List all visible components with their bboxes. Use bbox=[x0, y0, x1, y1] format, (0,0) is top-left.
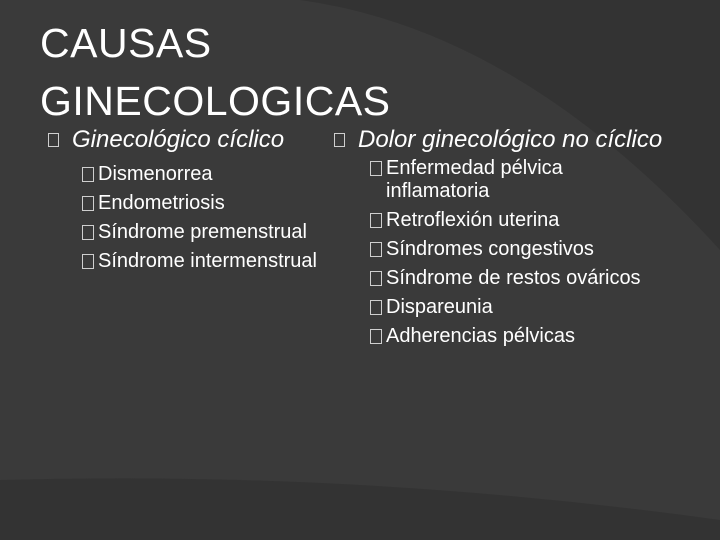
square-bullet-icon bbox=[82, 254, 94, 269]
list-item: Adherencias pélvicas bbox=[370, 325, 670, 348]
title-line-1: CAUSAS bbox=[40, 20, 212, 66]
square-bullet-icon bbox=[334, 133, 345, 147]
square-bullet-icon bbox=[82, 167, 94, 182]
list-item: Síndromes congestivos bbox=[370, 238, 670, 261]
square-bullet-icon bbox=[48, 133, 59, 147]
slide-title bbox=[40, 14, 680, 130]
title-line-2: GINECOLOGICAS bbox=[40, 78, 391, 124]
square-bullet-icon bbox=[370, 242, 382, 257]
right-column-heading bbox=[334, 126, 714, 153]
right-item-list bbox=[370, 157, 670, 348]
list-item: Retroflexión uterina bbox=[370, 209, 670, 232]
left-item-list bbox=[82, 163, 332, 273]
right-heading-text: Dolor ginecológico no cíclico bbox=[358, 126, 663, 153]
square-bullet-icon bbox=[82, 225, 94, 240]
list-item: Endometriosis bbox=[82, 192, 332, 215]
left-column-heading bbox=[48, 126, 338, 153]
square-bullet-icon bbox=[370, 213, 382, 228]
list-item: Síndrome premenstrual bbox=[82, 221, 332, 244]
square-bullet-icon bbox=[370, 329, 382, 344]
list-item: Síndrome de restos ováricos bbox=[370, 267, 670, 290]
square-bullet-icon bbox=[370, 161, 382, 176]
square-bullet-icon bbox=[370, 271, 382, 286]
square-bullet-icon bbox=[370, 300, 382, 315]
left-column bbox=[48, 126, 338, 279]
left-heading-text: Ginecológico cíclico bbox=[72, 126, 285, 153]
square-bullet-icon bbox=[82, 196, 94, 211]
list-item: Síndrome intermenstrual bbox=[82, 250, 332, 273]
list-item: Enfermedad pélvica inflamatoria bbox=[370, 157, 670, 203]
list-item: Dismenorrea bbox=[82, 163, 332, 186]
right-column bbox=[334, 126, 714, 354]
list-item: Dispareunia bbox=[370, 296, 670, 319]
